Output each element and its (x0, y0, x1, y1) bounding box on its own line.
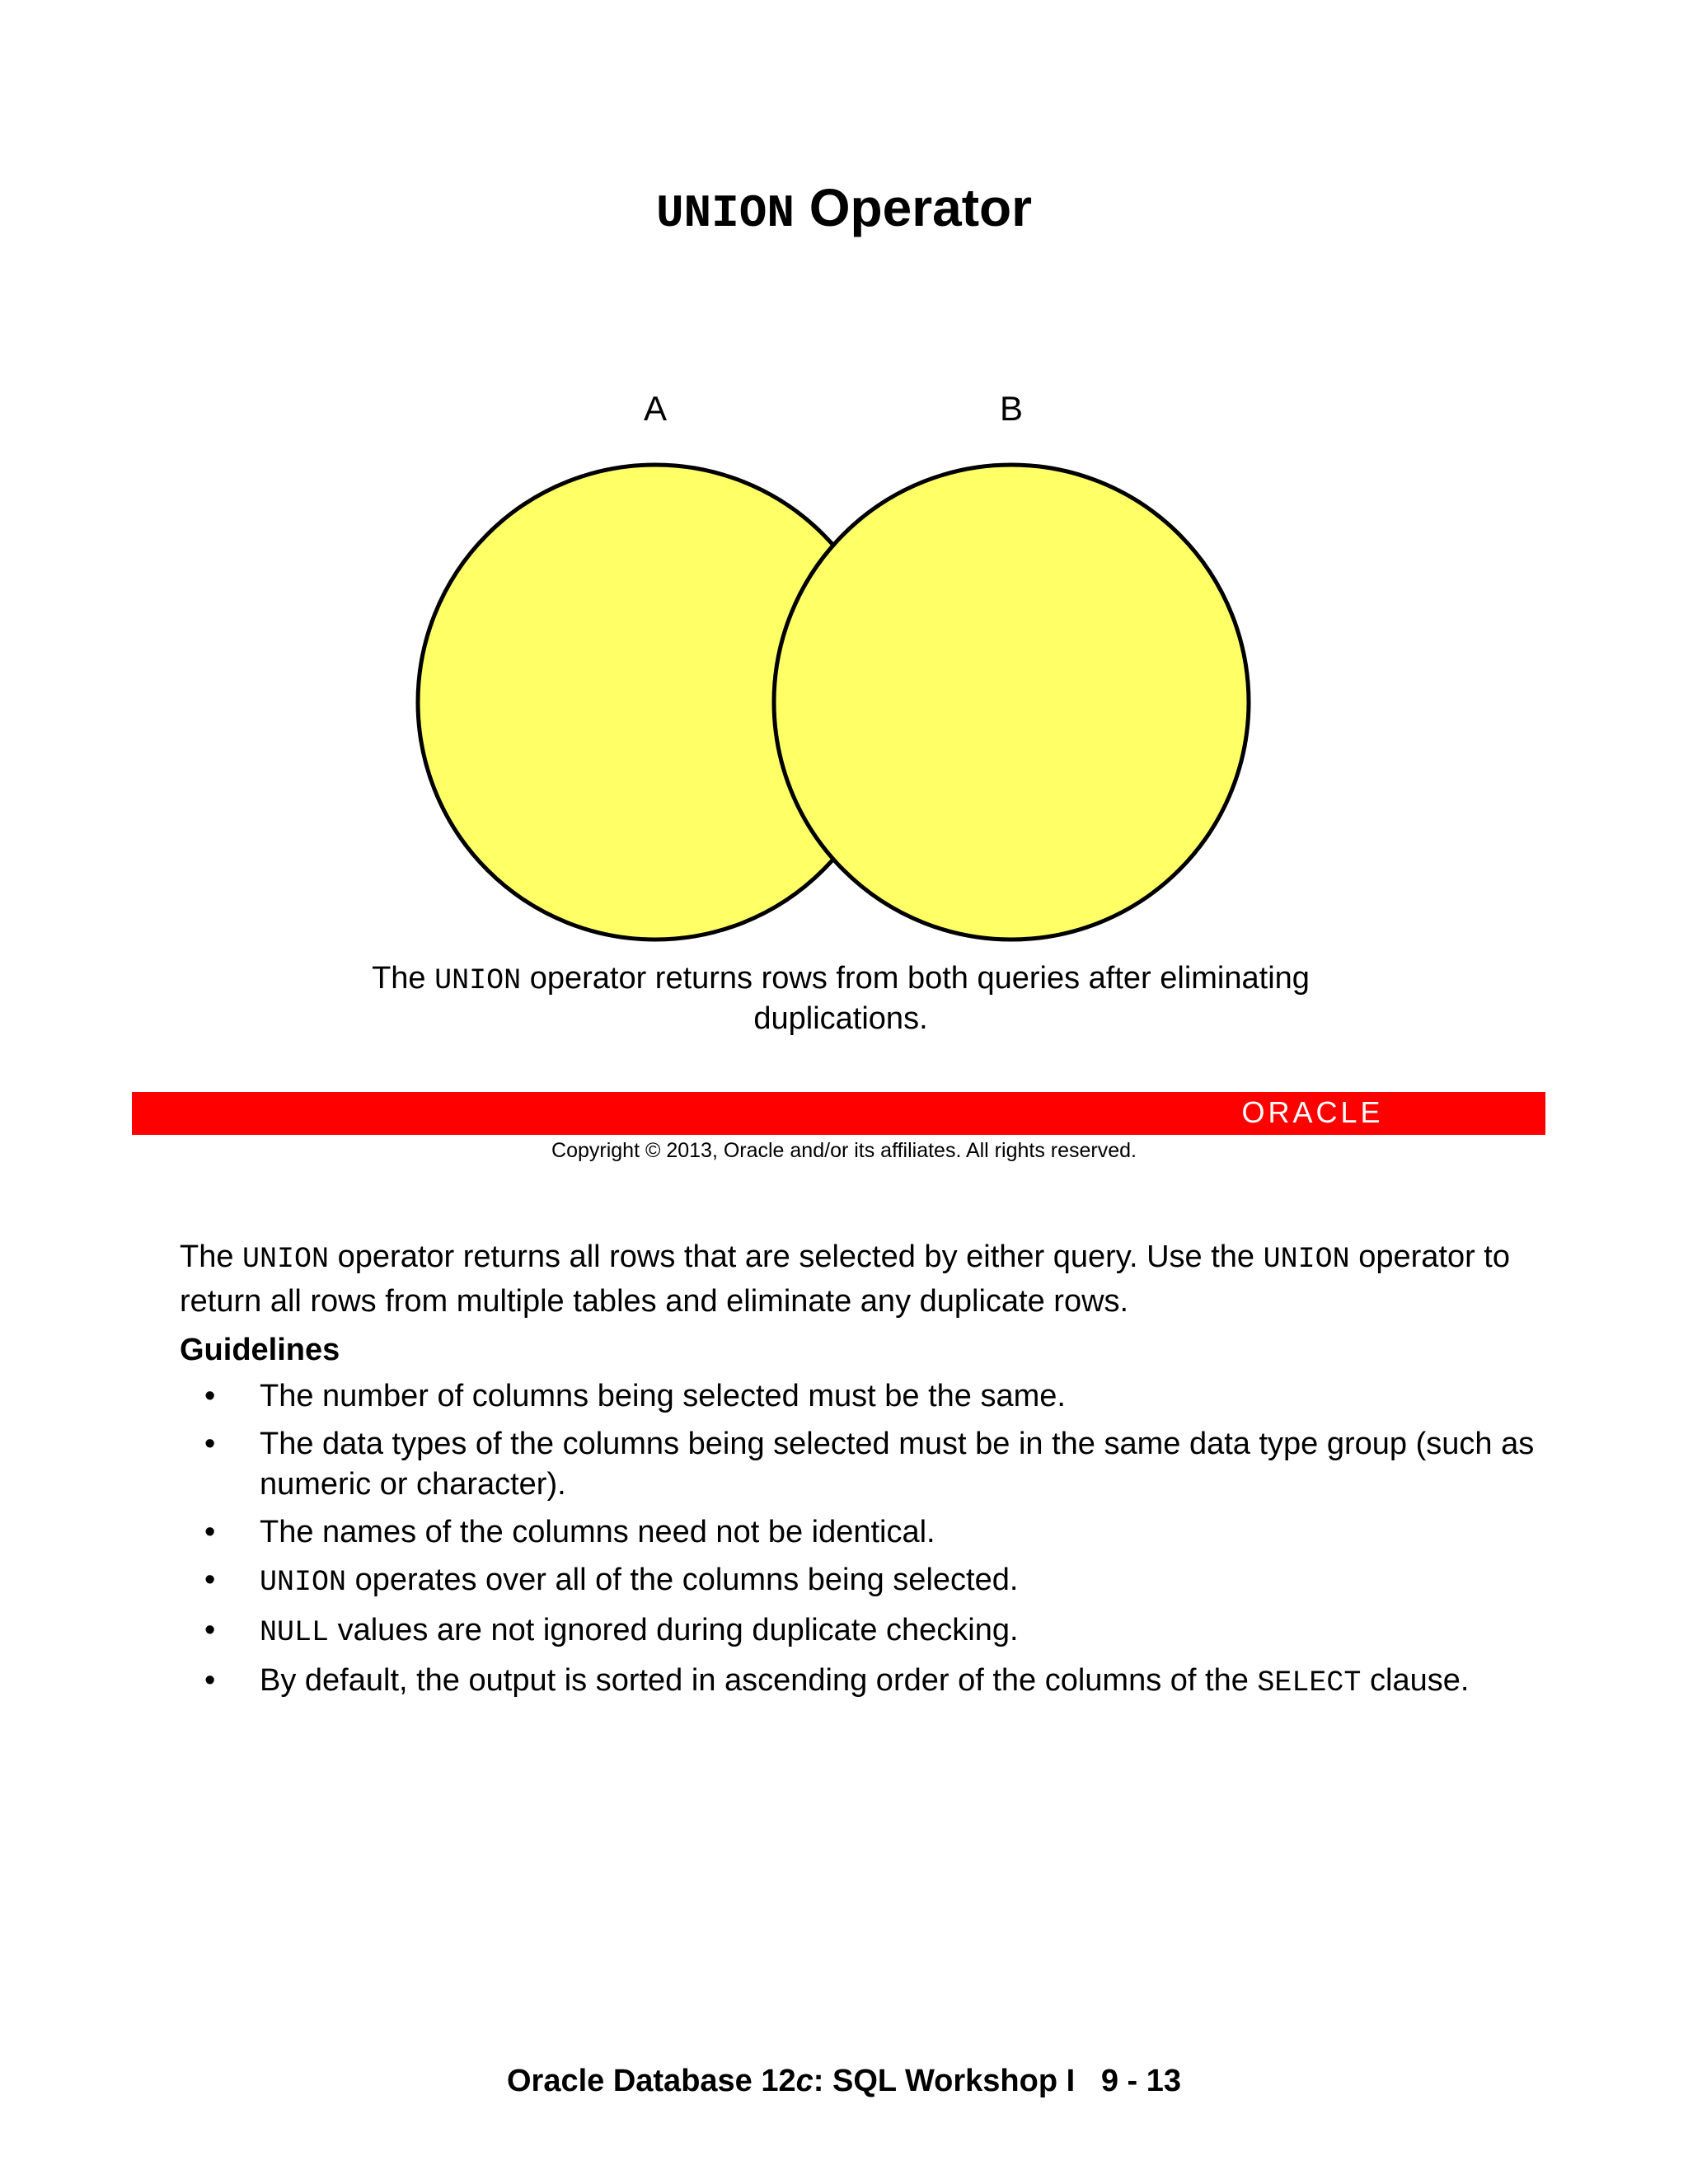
intro-paragraph: The UNION operator returns all rows that are selected by either query. Use the UNION operator to return all rows from multiple tables and eliminate any duplicate rows. (180, 1240, 1510, 1319)
list-item: • By default, the output is sorted in ascending order of the columns of the SELECT clause. (204, 1663, 1470, 1699)
page-title (0, 175, 1688, 246)
copyright-notice: Copyright © 2013, Oracle and/or its affiliates. All rights reserved. (551, 1139, 1137, 1162)
list-item: • NULL values are not ignored during duplicate checking. (204, 1613, 1019, 1649)
guideline-list (180, 1376, 1564, 1711)
list-item: • The data types of the columns being selected must be in the same data type group (such as numeric or character). (204, 1427, 1535, 1502)
list-item: • The number of columns being selected must be the same. (204, 1379, 1066, 1413)
page-footer: Oracle Database 12c: SQL Workshop I 9 - 13 (506, 2064, 1182, 2098)
venn-circle-b (774, 465, 1249, 940)
list-item: • UNION operates over all of the columns being selected. (204, 1563, 1019, 1599)
title-text: Operator (794, 178, 1033, 237)
guidelines-heading: Guidelines (180, 1333, 340, 1367)
oracle-logo-icon: ORACLE (1241, 1095, 1384, 1129)
list-item: • The names of the columns need not be identical. (204, 1515, 935, 1549)
venn-label-b: B (999, 389, 1024, 428)
diagram-caption: The UNION operator returns rows from both queries after eliminating duplications. (372, 961, 1310, 1036)
title-code: UNION (655, 187, 795, 240)
venn-label-a: A (643, 389, 668, 428)
caption-code: UNION (434, 964, 522, 997)
venn-diagram (404, 387, 1278, 948)
